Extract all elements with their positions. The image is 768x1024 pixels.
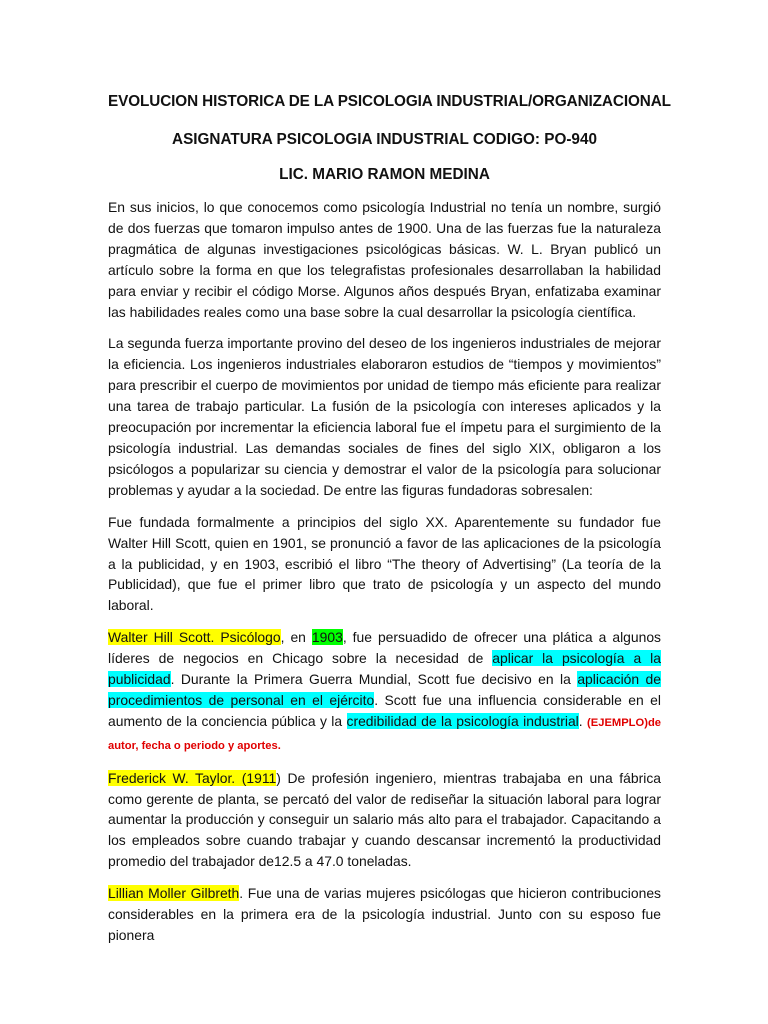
credibility-highlight: credibilidad de la psicología industrial: [346, 712, 579, 729]
paragraph-foundation: Fue fundada formalmente a principios del siglo XX. Aparentemente su fundador fue Walter Hill Scott, quien en 1901, se pronunció a favor de las aplicaciones de la psicología a la publicidad, y en 1903, escribió el libro “The theory of Advertising” (La teoría de la Publicidad), que fue el primer libro que trato de psicología y un aspecto del mundo laboral.: [108, 513, 661, 614]
gilbreth-name-highlight: Lillian Moller Gilbreth: [108, 885, 240, 902]
example-note: (EJEMPLO)de autor, fecha o periodo y aportes.: [108, 716, 662, 752]
scott-name-highlight: Walter Hill Scott. Psicólogo: [108, 629, 281, 646]
taylor-text: ) De profesión ingeniero, mientras trabajaba en una fábrica como gerente de planta, se percató del valor de rediseñar la situación laboral para lograr aumentar la producción y conseguir un salario más alto para el trabajador. Capacitando a los empleados sobre cuando trabajar y cuando descansar incrementó la productividad promedio del trabajador de12.5 a 47.0 toneladas.: [108, 769, 661, 870]
paragraph-origins: En sus inicios, lo que conocemos como psicología Industrial no tenía un nombre, surgió de dos fuerzas que tomaron impulso antes de 1900. Una de las fuerzas fue la naturaleza pragmática de algunas investigaciones psicológicas básicas. W. L. Bryan publicó un artículo sobre la forma en que los telegrafistas profesionales desarrollaban la habilidad para enviar y recibir el código Morse. Algunos años después Bryan, enfatizaba examinar las habilidades reales como una base sobre la cual desarrollar la psicología científica.: [108, 199, 661, 320]
scott-text: . Durante la Primera Guerra Mundial, Scott fue decisivo en la: [170, 671, 578, 688]
paragraph-scott: [108, 627, 661, 756]
scott-year-highlight: 1903: [311, 629, 343, 646]
document-title: EVOLUCION HISTORICA DE LA PSICOLOGIA INDUSTRIAL/ORGANIZACIONAL: [108, 93, 671, 110]
taylor-name-highlight: Frederick W. Taylor. (1911: [108, 769, 277, 786]
gilbreth-text: . Fue una de varias mujeres psicólogas que hicieron contribuciones considerables en la primera era de la psicología industrial. Junto con su esposo fue pionera: [108, 885, 662, 943]
scott-text: .: [578, 712, 588, 729]
advertising-highlight: aplicar la psicología a la publicidad: [108, 650, 661, 688]
paragraph-gilbreth: [108, 883, 661, 946]
scott-text: , fue persuadido de ofrecer una plática a algunos líderes de negocios en Chicago sobre la necesidad de: [108, 629, 662, 667]
scott-text: . Scott fue una influencia considerable en el aumento de la conciencia pública y la: [108, 691, 661, 729]
author-line: LIC. MARIO RAMON MEDINA: [279, 166, 490, 183]
scott-text: , en: [280, 629, 312, 646]
course-subtitle: ASIGNATURA PSICOLOGIA INDUSTRIAL CODIGO: PO-940: [172, 131, 597, 148]
personnel-highlight: aplicación de procedimientos de personal en el ejército: [108, 671, 661, 708]
paragraph-second-force: La segunda fuerza importante provino del deseo de los ingenieros industriales de mejorar la eficiencia. Los ingenieros industriales elaboraron estudios de “tiempos y movimientos” para prescribir el cuerpo de movimientos por unidad de tiempo más eficiente para realizar una tarea de trabajo particular. La fusión de la psicología con intereses aplicados y la preocupación por incrementar la eficiencia laboral fue el ímpetu para el surgimiento de la psicología industrial. Las demandas sociales de fines del siglo XIX, obligaron a los psicólogos a popularizar su ciencia y demostrar el valor de la psicología para solucionar problemas y ayudar a la sociedad. De entre las figuras fundadoras sobresalen:: [108, 335, 661, 498]
document-page: [108, 92, 671, 957]
paragraph-taylor: [108, 768, 661, 873]
